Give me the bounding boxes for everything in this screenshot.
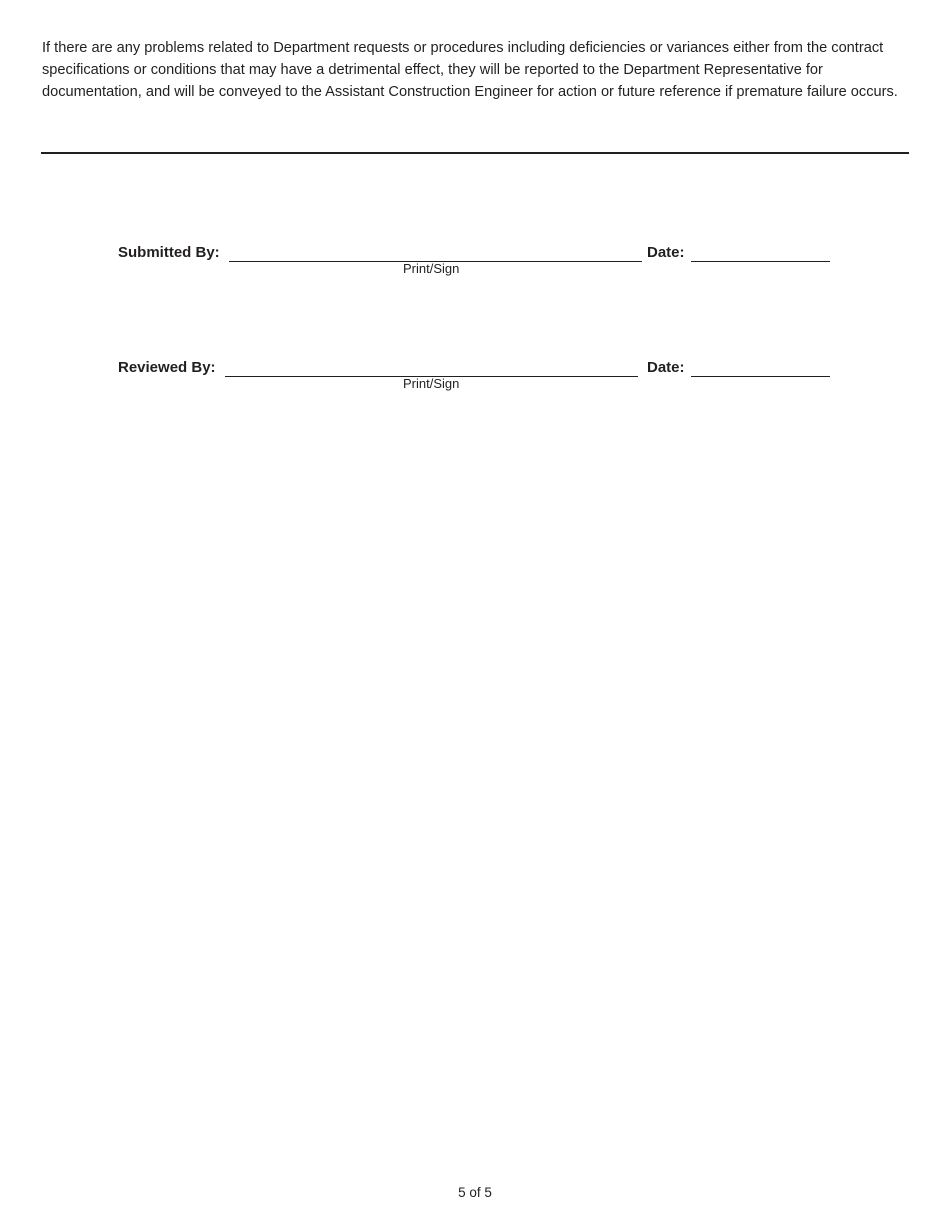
section-divider <box>41 152 909 154</box>
submitted-by-print-sign-caption: Print/Sign <box>403 261 460 276</box>
submitted-date-label: Date: <box>647 244 685 261</box>
reviewed-by-label: Reviewed By: <box>118 359 216 376</box>
submitted-by-row <box>118 244 830 284</box>
reviewed-date-line[interactable] <box>691 376 830 377</box>
submitted-date-line[interactable] <box>691 261 830 262</box>
reviewed-by-row <box>118 359 830 399</box>
submitted-by-label: Submitted By: <box>118 244 220 261</box>
intro-paragraph: If there are any problems related to Department requests or procedures including deficiencies or variances either from the contract specifications or conditions that may have a detrimental effect, they will be reported to the Department Representative for documentation, and will be conveyed to the Assistant Construction Engineer for action or future reference if premature failure occurs. <box>42 40 898 100</box>
reviewed-by-print-sign-caption: Print/Sign <box>403 376 460 391</box>
reviewed-date-label: Date: <box>647 359 685 376</box>
page-number: 5 of 5 <box>458 1185 492 1200</box>
